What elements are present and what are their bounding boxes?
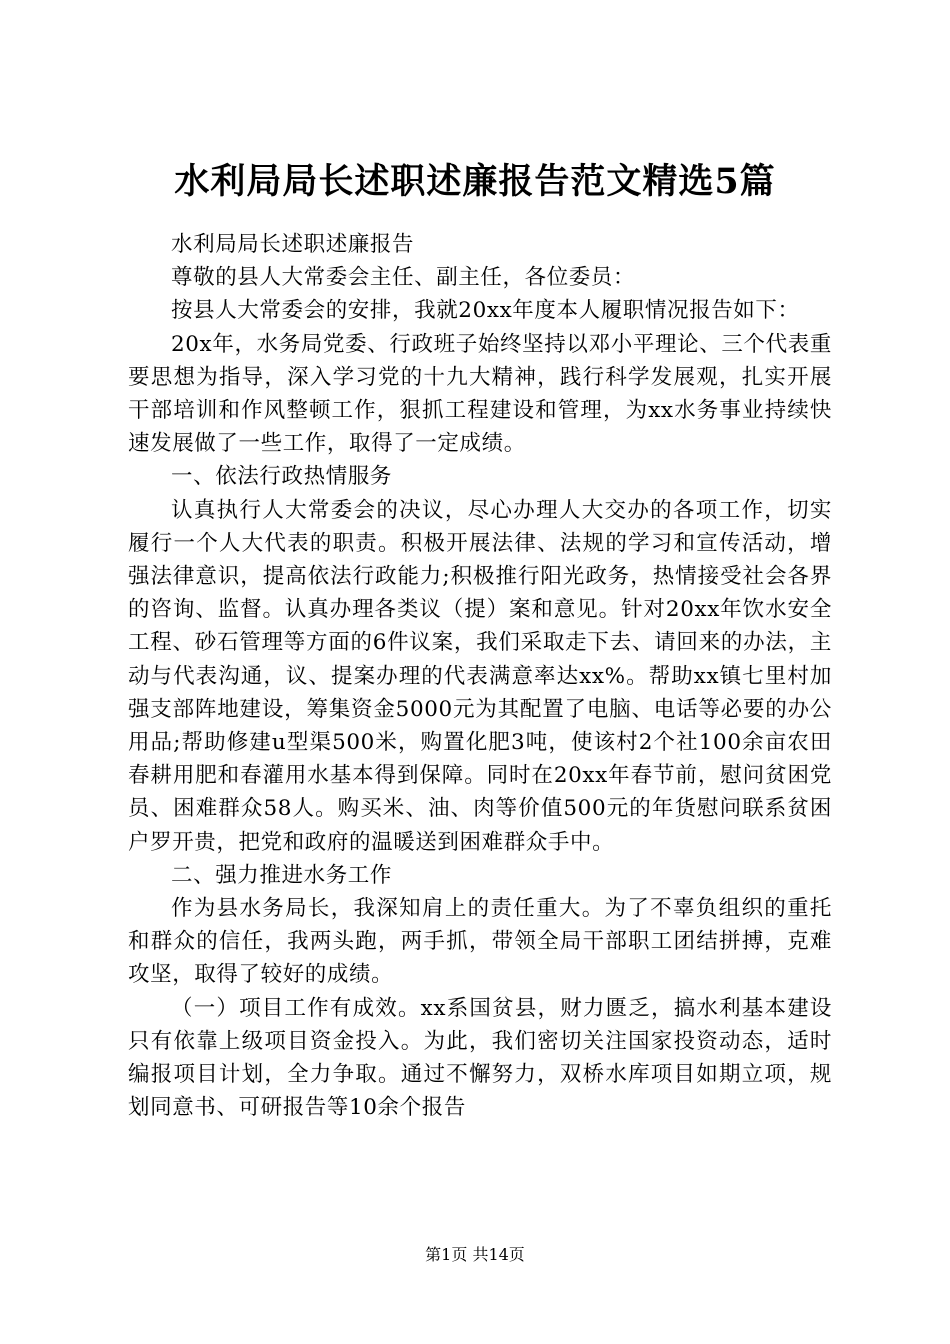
paragraph-section-1: 认真执行人大常委会的决议，尽心办理人大交办的各项工作，切实履行一个人大代表的职责。积极开展法律、法规的学习和宣传活动，增强法律意识，提高依法行政能力;积极推行阳光政务，热情接受社会各界的咨询、监督。认真办理各类议（提）案和意见。针对20xx年饮水安全工程、砂石管理等方面的6件议案，我们采取走下去、请回来的办法，主动与代表沟通，议、提案办理的代表满意率达xx%。帮助xx镇七里村加强支部阵地建设，筹集资金5000元为其配置了电脑、电话等必要的办公用品;帮助修建u型渠500米，购置化肥3吨，使该村2个社100余亩农田春耕用肥和春灌用水基本得到保障。同时在20xx年春节前，慰问贫困党员、困难群众58人。购买米、油、肉等价值500元的年货慰问联系贫困户罗开贵，把党和政府的温暖送到困难群众手中。 [128, 497, 832, 855]
section-heading-1: 一、依法行政热情服务 [171, 464, 393, 490]
page-footer: 第1页 共14页 [425, 1245, 525, 1264]
section-heading-2: 二、强力推进水务工作 [171, 862, 393, 888]
paragraph-intro: 按县人大常委会的安排，我就20xx年度本人履职情况报告如下： [171, 298, 800, 324]
document-body [128, 228, 832, 1124]
paragraph-subsection-1: （一）项目工作有成效。xx系国贫县，财力匮乏，搞水利基本建设只有依靠上级项目资金投入。为此，我们密切关注国家投资动态，适时编报项目计划，全力争取。通过不懈努力，双桥水库项目如期立项，规划同意书、可研报告等10余个报告 [128, 995, 832, 1121]
paragraph-summary: 20x年，水务局党委、行政班子始终坚持以邓小平理论、三个代表重要思想为指导，深入学习党的十九大精神，践行科学发展观，扎实开展干部培训和作风整顿工作，狠抓工程建设和管理，为xx水务事业持续快速发展做了一些工作，取得了一定成绩。 [128, 331, 832, 457]
paragraph-heading-subtitle: 水利局局长述职述廉报告 [171, 232, 415, 257]
paragraph-section-2: 作为县水务局长，我深知肩上的责任重大。为了不辜负组织的重托和群众的信任，我两头跑，两手抓，带领全局干部职工团结拼搏，克难攻坚，取得了较好的成绩。 [128, 896, 832, 988]
paragraph-salutation: 尊敬的县人大常委会主任、副主任，各位委员： [171, 265, 636, 291]
document-title: 水利局局长述职述廉报告范文精选5篇 [174, 161, 776, 202]
